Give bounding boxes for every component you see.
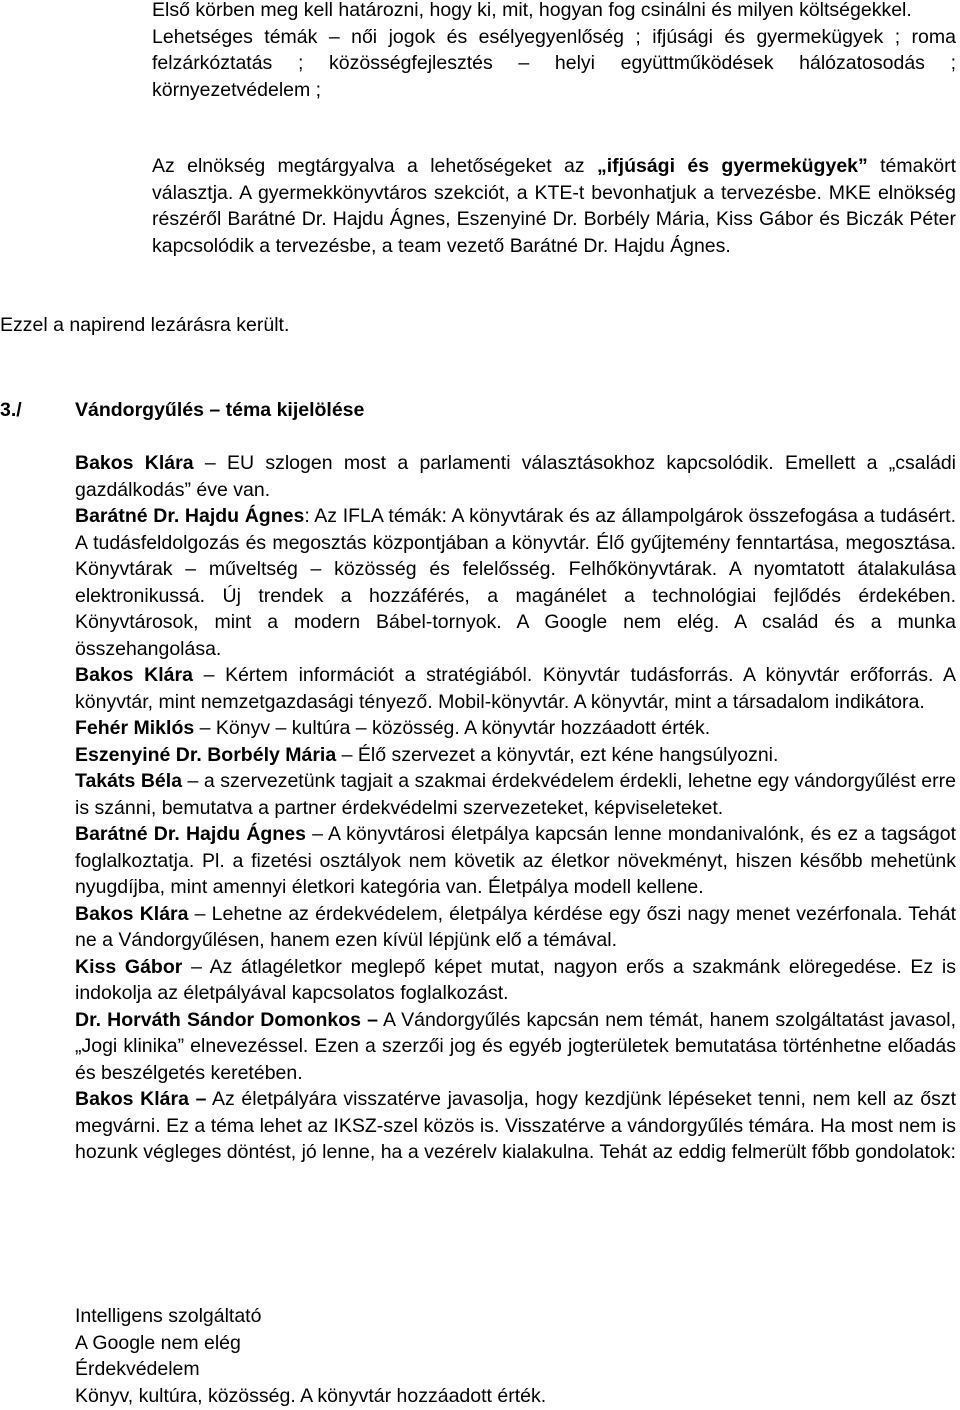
speaker-text: Az életpályára visszatérve javasolja, hogy kezdjünk lépéseket tenni, nem kell az őszt megvárni. Ez a téma lehet az IKSZ-szel közös is. Visszatérve a vándorgyűlés témára. Ha most nem is hozunk végleges döntést, jó lenne, ha a vezérelv kialakulna. Tehát az eddig felmerült főbb gondolatok: <box>75 1088 956 1163</box>
speaker-text: – Lehetne az érdekvédelem, életpálya kérdése egy őszi nagy menet vezérfonala. Tehát ne a Vándorgyűlésen, hanem ezen kívül lépjünk elő a témával. <box>75 902 956 951</box>
speaker-text: – A könyvtárosi életpálya kapcsán lenne mondanivalónk, és ez a tagságot foglalkoztatja. Pl. a fizetési osztályok nem követik az életkor növekményt, hiszen később mehetünk nyugdíjba, mint amennyi életkori kategória van. Életpálya modell kellene. <box>75 823 957 898</box>
discussion-entry <box>75 503 956 662</box>
discussion-entry <box>75 450 956 503</box>
speaker-text: A Vándorgyűlés kapcsán nem témát, hanem szolgáltatást javasol, „Jogi klinika” elnevezéssel. Ezen a szerzői jog és egyéb jogterületek bemutatása történhetne előadás és beszélgetés keretében. <box>75 1008 956 1084</box>
speaker-name: Eszenyiné Dr. Borbély Mária <box>75 743 337 766</box>
board-text-1: Az elnökség megtárgyalva a lehetőségeket az <box>152 155 597 177</box>
speaker-text: – Könyv – kultúra – közösség. A könyvtár hozzáadott érték. <box>194 717 711 739</box>
speaker-text: – Élő szervezet a könyvtár, ezt kéne hangsúlyozni. <box>336 743 779 766</box>
discussion-entry <box>75 742 956 769</box>
speaker-text: – a szervezetünk tagjait a szakmai érdekvédelem érdekli, lehetne egy vándorgyűlést erre is szánni, bemutatva a partner érdekvédelmi szervezeteket, képviseleteket. <box>75 770 956 819</box>
thought-item: Intelligens szolgáltató <box>75 1305 262 1327</box>
board-decision <box>152 153 956 259</box>
section-heading <box>0 397 364 424</box>
section-title: Vándorgyűlés – téma kijelölése <box>75 399 365 421</box>
thoughts-list <box>75 1303 956 1409</box>
speaker-name: Bakos Klára – <box>75 1088 207 1110</box>
speaker-name: Bakos Klára <box>75 452 194 474</box>
discussion-entry <box>75 662 956 715</box>
discussion-entry <box>75 821 956 901</box>
speaker-name: Fehér Miklós <box>75 717 195 739</box>
speaker-name: Barátné Dr. Hajdu Ágnes <box>75 505 305 527</box>
thought-item: A Google nem elég <box>75 1331 241 1354</box>
board-text-2: témakört választja. A gyermekkönyvtáros szekciót, a KTE-t bevonhatjuk a tervezésbe. MKE elnökség részéről Barátné Dr. Hajdu Ágnes, Eszenyiné Dr. Borbély Mária, Kiss Gábor és Biczák Péter kapcsolódik a tervezésbe, a team vezető Barátné Dr. Hajdu Ágnes. <box>152 155 956 257</box>
section-number: 3./ <box>0 399 22 421</box>
discussion-entry <box>75 768 956 821</box>
board-topic-bold: „ifjúsági és gyermekügyek” <box>596 155 868 177</box>
speaker-text: – EU szlogen most a parlamenti választásokhoz kapcsolódik. Emellett a „családi gazdálkodás” éve van. <box>75 452 956 501</box>
speaker-text: : Az IFLA témák: A könyvtárak és az állampolgárok összefogása a tudásért. A tudásfeldolgozás és megosztás központjában a könyvtár. Élő gyűjtemény fenntartása, megosztása. Könyvtárak – műveltség – közösség és felelősség. Felhőkönyvtárak. A nyomtatott átalakulása elektronikussá. Új trendek a hozzáférés, a magánélet a technológiai fejlődés érdekében. Könyvtárosok, mint a modern Bábel-tornyok. A Google nem elég. A család és a munka összehangolása. <box>75 505 957 660</box>
discussion <box>75 450 956 1166</box>
discussion-entry <box>75 901 956 954</box>
speaker-name: Dr. Horváth Sándor Domonkos – <box>75 1008 378 1031</box>
discussion-entry <box>75 954 956 1007</box>
discussion-entry <box>75 1086 956 1166</box>
speaker-name: Bakos Klára <box>75 664 193 686</box>
intro-line: Első körben meg kell határozni, hogy ki, mit, hogyan fog csinálni és milyen költségekkel. <box>152 0 912 21</box>
speaker-name: Kiss Gábor <box>75 955 183 978</box>
intro-block <box>152 0 956 103</box>
speaker-text: – Az átlagéletkor meglepő képet mutat, nagyon erős a szakmánk elöregedése. Ez is indokolja az életpályával kapcsolatos foglalkozást. <box>75 955 956 1004</box>
possible-topics: Lehetséges témák – női jogok és esélyegyenlőség ; ifjúsági és gyermekügyek ; roma felzárkóztatás ; közösségfejlesztés – helyi együttműködések hálózatosodás ; környezetvédelem ; <box>152 25 956 101</box>
agenda-closing: Ezzel a napirend lezárásra került. <box>0 314 290 336</box>
speaker-name: Bakos Klára <box>75 902 189 925</box>
thought-item: Könyv, kultúra, közösség. A könyvtár hozzáadott érték. <box>75 1384 547 1407</box>
speaker-name: Barátné Dr. Hajdu Ágnes <box>75 823 306 845</box>
thought-item: Érdekvédelem <box>75 1358 200 1380</box>
discussion-entry <box>75 715 956 742</box>
discussion-entry <box>75 1007 956 1087</box>
speaker-name: Takáts Béla <box>75 770 183 792</box>
speaker-text: – Kértem információt a stratégiából. Könyvtár tudásforrás. A könyvtár erőforrás. A könyvtár, mint nemzetgazdasági tényező. Mobil-könyvtár. A könyvtár, mint a társadalom indikátora. <box>75 664 956 713</box>
